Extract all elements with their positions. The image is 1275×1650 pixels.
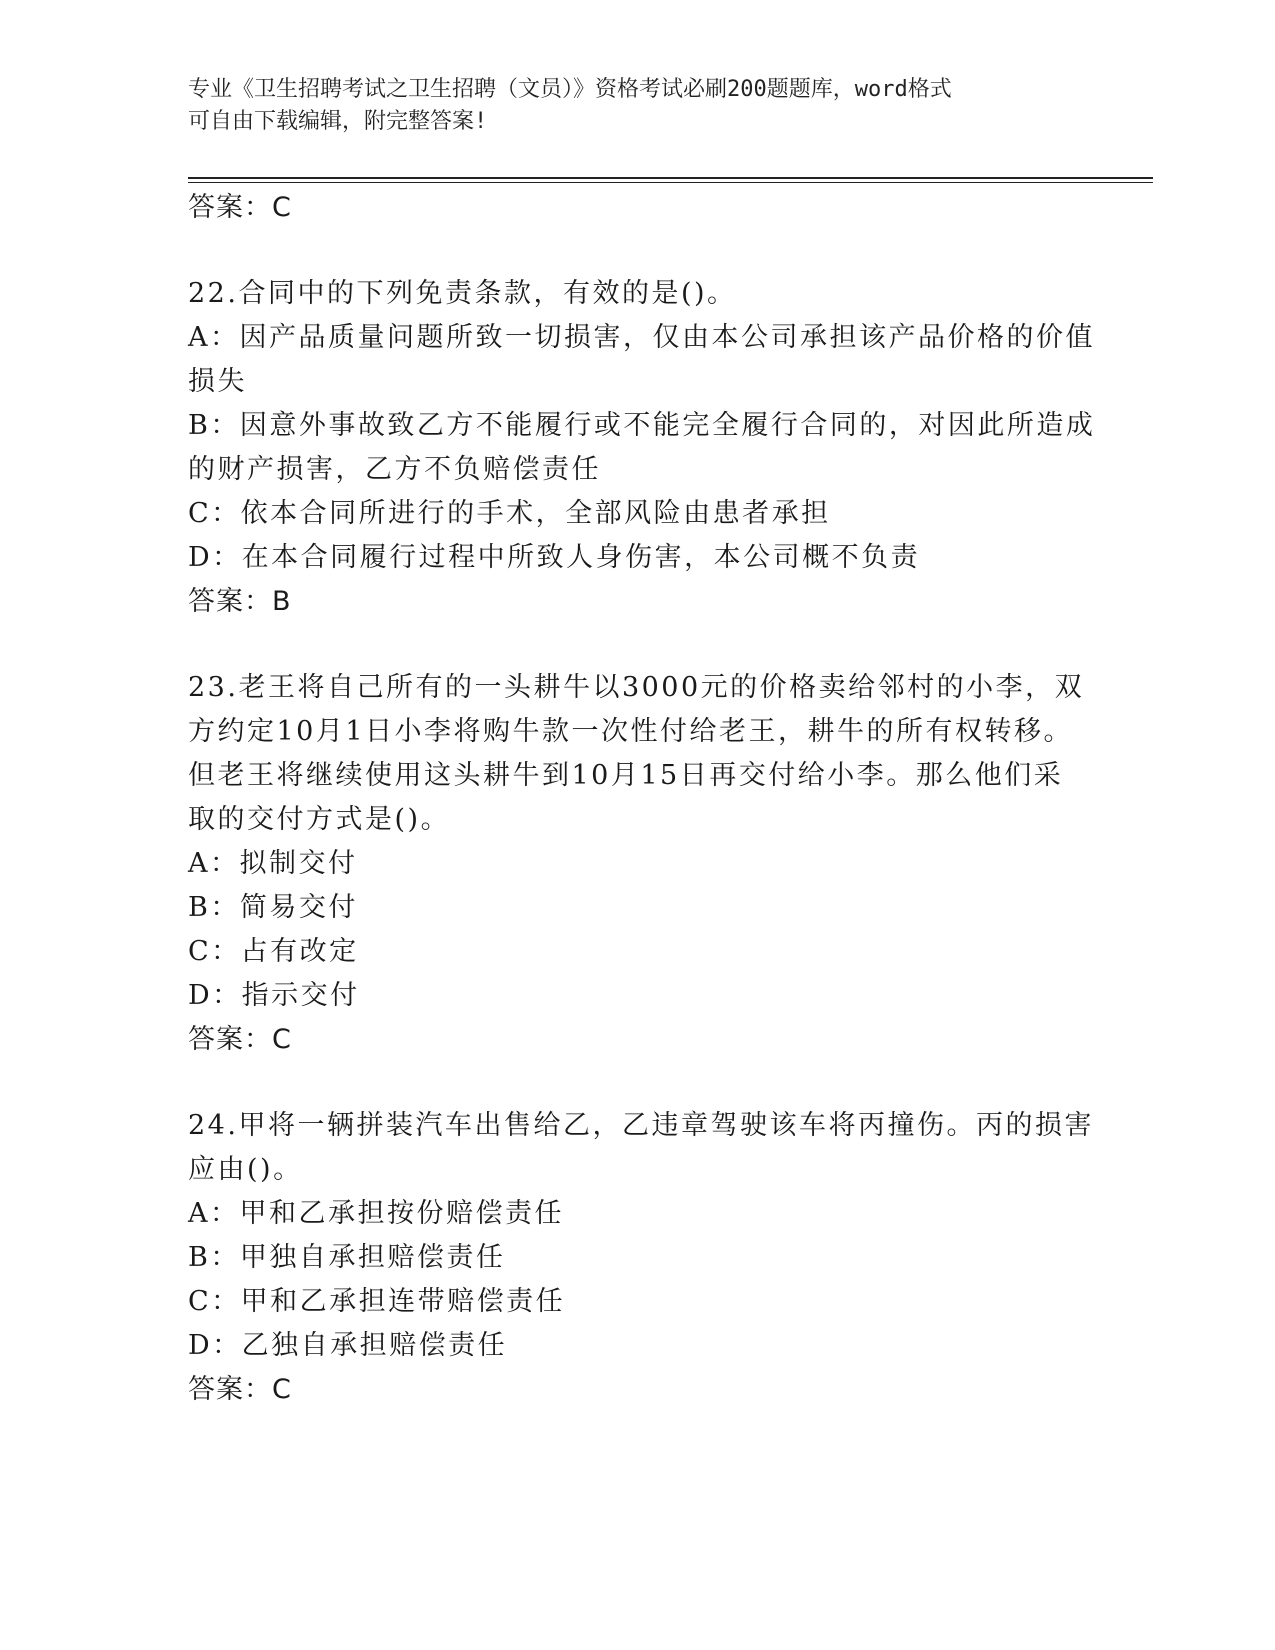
question-24-stem-2: 应由()。 xyxy=(188,1154,303,1185)
question-23-stem-2: 方约定10月1日小李将购牛款一次性付给老王，耕牛的所有权转移。 xyxy=(188,716,1074,747)
question-22-option-d: D：在本合同履行过程中所致人身伤害，本公司概不负责 xyxy=(188,542,921,573)
header-line-1: 专业《卫生招聘考试之卫生招聘（文员）》资格考试必刷200题题库，word格式 xyxy=(188,77,952,102)
question-24-option-c: C：甲和乙承担连带赔偿责任 xyxy=(188,1286,566,1317)
question-24-answer: 答案：C xyxy=(188,1374,292,1405)
question-23-option-d: D：指示交付 xyxy=(188,980,360,1011)
question-23-option-c: C：占有改定 xyxy=(188,936,359,967)
document-header xyxy=(188,74,1068,138)
question-22-option-a: A：因产品质量问题所致一切损害，仅由本公司承担该产品价格的价值 xyxy=(188,322,1095,353)
header-rule-thick xyxy=(188,177,1153,179)
question-23-answer: 答案：C xyxy=(188,1024,292,1055)
question-22-stem: 22.合同中的下列免责条款，有效的是()。 xyxy=(188,278,737,309)
answer-21: 答案：C xyxy=(188,192,292,223)
question-22-option-a-cont: 损失 xyxy=(188,366,247,397)
question-24-option-b: B：甲独自承担赔偿责任 xyxy=(188,1242,506,1273)
question-23-stem-1: 23.老王将自己所有的一头耕牛以3000元的价格卖给邻村的小李，双 xyxy=(188,672,1085,703)
question-22-answer: 答案：B xyxy=(188,586,292,617)
header-rule-thin xyxy=(188,182,1153,183)
question-22-option-b: B：因意外事故致乙方不能履行或不能完全履行合同的，对因此所造成 xyxy=(188,410,1096,441)
question-24-stem-1: 24.甲将一辆拼装汽车出售给乙，乙违章驾驶该车将丙撞伤。丙的损害 xyxy=(188,1110,1094,1141)
question-24-option-d: D：乙独自承担赔偿责任 xyxy=(188,1330,508,1361)
question-23-stem-4: 取的交付方式是()。 xyxy=(188,804,451,835)
question-24-option-a: A：甲和乙承担按份赔偿责任 xyxy=(188,1198,564,1229)
question-22-option-c: C：依本合同所进行的手术，全部风险由患者承担 xyxy=(188,498,831,529)
header-line-2: 可自由下载编辑，附完整答案! xyxy=(188,109,488,134)
question-23-option-a: A：拟制交付 xyxy=(188,848,358,879)
question-22-option-b-cont: 的财产损害，乙方不负赔偿责任 xyxy=(188,454,601,485)
question-23-option-b: B：简易交付 xyxy=(188,892,358,923)
question-23-stem-3: 但老王将继续使用这头耕牛到10月15日再交付给小李。那么他们采 xyxy=(188,760,1064,791)
